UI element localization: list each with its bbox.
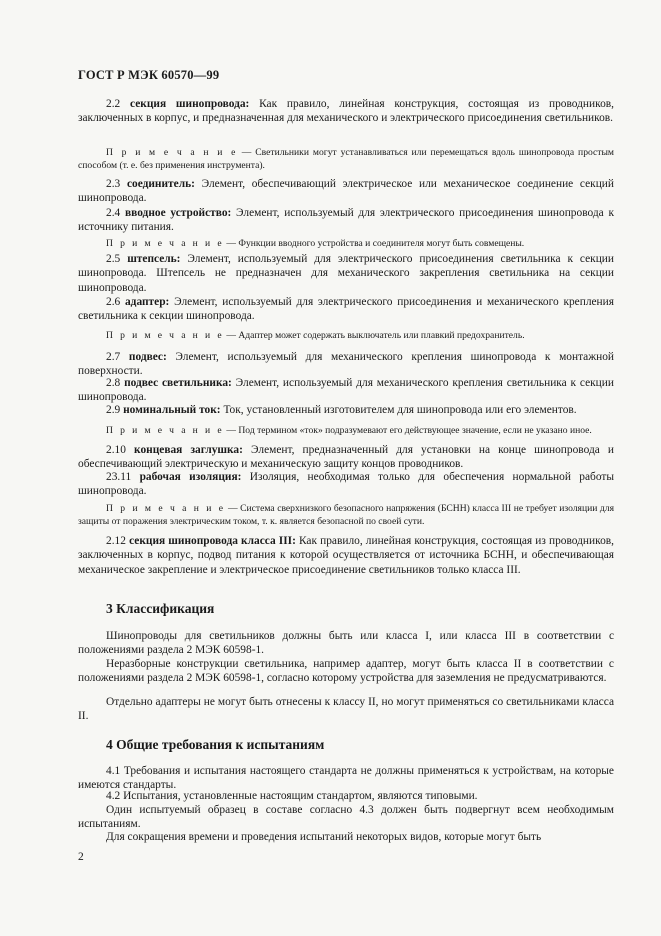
section-3-heading: 3 Классификация bbox=[106, 601, 215, 616]
clause-4-2: 4.2 Испытания, установленные настоящим стандартом, являются типовыми. bbox=[106, 790, 478, 802]
section-3-para-2: Неразборные конструкции светильника, например адаптер, могут быть класса II в соответствии с положениями раздела 2 МЭК 60598-1, согласно которому устройства для заземления не предусматриваются. bbox=[78, 658, 614, 685]
clause-2-3: 2.3 соединитель: Элемент, обеспечивающий электрическое или механическое соединение секций шинопровода. bbox=[78, 178, 614, 205]
clause-2-5: 2.5 штепсель: Элемент, используемый для электрического присоединения светильника к секции шинопровода. Штепсель не предназначен для механического закрепления светильника на секции шинопровода. bbox=[78, 253, 614, 294]
clause-2-11: 23.11 рабочая изоляция: Изоляция, необходимая только для обеспечения нормальной работы шинопровода. bbox=[78, 471, 614, 498]
clause-2-9: 2.9 номинальный ток: Ток, установленный изготовителем для шинопровода или его элементов. bbox=[106, 404, 577, 416]
note-2-4: П р и м е ч а н и е — Функции вводного устройства и соединителя могут быть совмещены. bbox=[106, 238, 525, 249]
section-4-heading: 4 Общие требования к испытаниям bbox=[106, 737, 325, 752]
note-2-9: П р и м е ч а н и е — Под термином «ток» подразумевают его действующее значение, если не указано иное. bbox=[106, 425, 592, 436]
document-header: ГОСТ Р МЭК 60570—99 bbox=[78, 68, 220, 82]
section-4-para-3: Один испытуемый образец в составе согласно 4.3 должен быть подвергнут всем необходимым испытаниям. bbox=[78, 804, 614, 831]
clause-2-4: 2.4 вводное устройство: Элемент, используемый для электрического присоединения шинопровода к источнику питания. bbox=[78, 207, 614, 234]
section-3-para-1: Шинопроводы для светильников должны быть или класса I, или класса III в соответствии с положениями раздела 2 МЭК 60598-1. bbox=[78, 630, 614, 657]
clause-2-7: 2.7 подвес: Элемент, используемый для механического крепления шинопровода к монтажной поверхности. bbox=[78, 351, 614, 378]
note-2-11: П р и м е ч а н и е — Система сверхнизкого безопасного напряжения (БСНН) класса III не требует изоляции для защиты от поражения электрическим током, т. к. является безопасной по своей сути. bbox=[78, 503, 614, 527]
note-2-6: П р и м е ч а н и е — Адаптер может содержать выключатель или плавкий предохранитель. bbox=[106, 330, 525, 341]
clause-2-10: 2.10 концевая заглушка: Элемент, предназначенный для установки на конце шинопровода и обеспечивающий электрическую и механическую защиту концов проводников. bbox=[78, 444, 614, 471]
section-4-para-4: Для сокращения времени и проведения испытаний некоторых видов, которые могут быть bbox=[106, 831, 542, 843]
clause-4-1: 4.1 Требования и испытания настоящего стандарта не должны применяться к устройствам, на которые имеются стандарты. bbox=[78, 765, 614, 792]
note-2-2: П р и м е ч а н и е — Светильники могут устанавливаться или перемещаться вдоль шинопровода простым способом (т. е. без применения инструмента). bbox=[78, 147, 614, 171]
clause-2-2: 2.2 секция шинопровода: Как правило, линейная конструкция, состоящая из проводников, заключенных в корпус, и предназначенная для механического и электрического присоединения светильников. bbox=[78, 98, 614, 125]
clause-2-6: 2.6 адаптер: Элемент, используемый для электрического присоединения и механического крепления светильника к секции шинопровода. bbox=[78, 296, 614, 323]
clause-2-8: 2.8 подвес светильника: Элемент, используемый для механического крепления светильника к секции шинопровода. bbox=[78, 377, 614, 404]
page-number: 2 bbox=[78, 851, 84, 863]
clause-2-12: 2.12 секция шинопровода класса III: Как правило, линейная конструкция, состоящая из проводников, заключенных в корпус, подвод питания к которой осуществляется от источника БСНН, и обеспечивающая механическое закрепление и электрическое присоединение светильников только класса III. bbox=[78, 535, 614, 576]
section-3-para-3: Отдельно адаптеры не могут быть отнесены к классу II, но могут применяться со светильниками класса II. bbox=[78, 696, 614, 723]
